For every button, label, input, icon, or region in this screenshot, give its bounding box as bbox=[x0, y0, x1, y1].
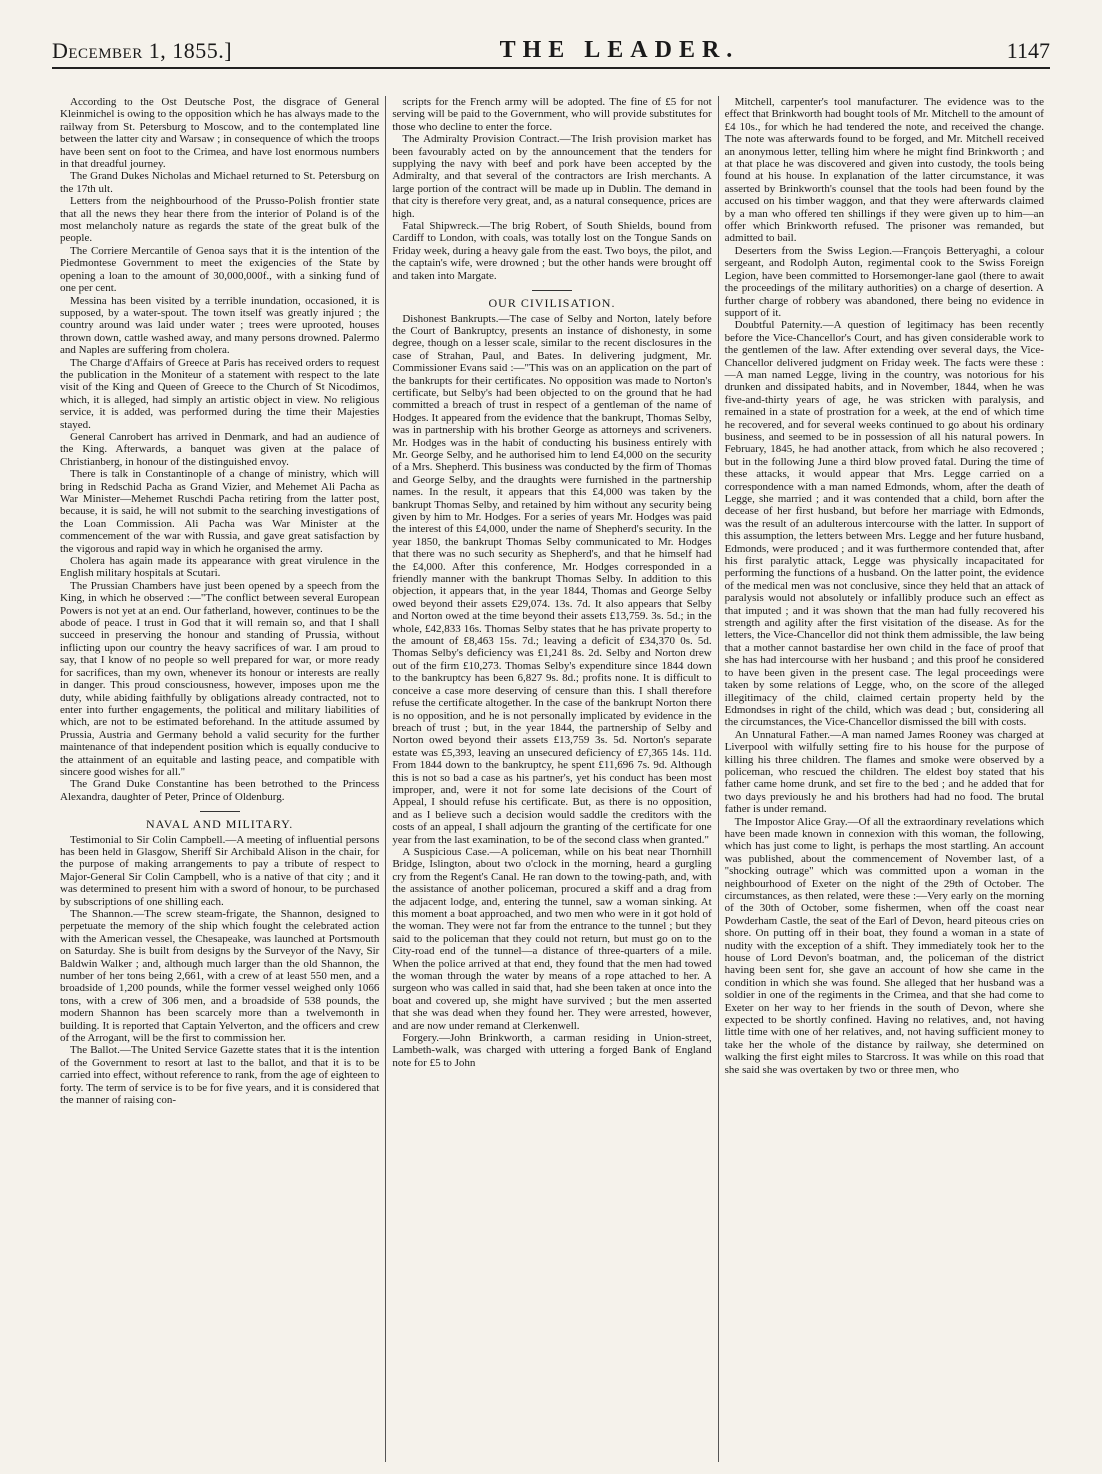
paragraph: The Ballot.—The United Service Gazette states that it is the intention of the Government to resort at last to the ballot, and that it is to be carried into effect, without reference to rank, from the age of eighteen to forty. The term of service is to be for five years, and it is considered that the manner of raising con- bbox=[60, 1044, 380, 1107]
paragraph: The Prussian Chambers have just been opened by a speech from the King, in which he observed :—"The conflict between several European Powers is not yet at an end. Our fatherland, however, continues to be the abode of peace. I trust in God that it will remain so, and that I shall succeed in preserving the honour and standing of Prussia, without inflicting upon our country the heavy sacrifices of war. I am proud to say, that I know of no people so well prepared for war, or more ready for sacrifices, than my own, whenever its honour or interests are really in danger. This proud consciousness, however, imposes upon me the duty, while abiding faithfully by obligations already contracted, not to enter into further engagements, the political and military liabilities of which, are not to be estimated beforehand. In the attitude assumed by Prussia, Austria and Germany behold a valid security for the further maintenance of that independent position which is equally conducive to the attainment of an equitable and lasting peace, and compatible with sincere good wishes for all." bbox=[60, 579, 380, 778]
paragraph: The Admiralty Provision Contract.—The Irish provision market has been favourably acted on by the announcement that the tenders for supplying the navy with beef and pork have been accepted by the Admiralty, and that several of the contractors are Irish merchants. A large portion of the contract will be made up in Dublin. The demand in that city is therefore very great, and, as a natural consequence, prices are high. bbox=[392, 133, 712, 220]
paragraph: Messina has been visited by a terrible inundation, occasioned, it is supposed, by a water-spout. The town itself was greatly injured ; the country around was laid under water ; trees were uprooted, houses thrown down, cattle washed away, and many persons drowned. Palermo and Naples are suffering from cholera. bbox=[60, 294, 380, 357]
page-header bbox=[52, 30, 1050, 69]
column-3 bbox=[718, 96, 1050, 1462]
paragraph: Cholera has again made its appearance with great virulence in the English military hospitals at Scutari. bbox=[60, 555, 380, 580]
paragraph: Mitchell, carpenter's tool manufacturer. The evidence was to the effect that Brinkworth had bought tools of Mr. Mitchell to the amount of £4 10s., for which he had tendered the note, and received the change. The note was afterwards found to be forged, and Mr. Mitchell received an anonymous letter, telling him where he might find Brinkworth ; and at that place he was discovered and given into custody, the tools being found at his house. In explanation of the latter circumstance, it was asserted by Brinkworth's counsel that the tools had been found by the accused on his timber waggon, and that they were afterwards claimed by a man who offered ten shillings if they were given up to him—an offer which Brinkworth refused. The prisoner was remanded, but admitted to bail. bbox=[724, 96, 1044, 245]
paragraph: An Unnatural Father.—A man named James Rooney was charged at Liverpool with wilfully setting fire to his house for the purpose of killing his three children. The flames and smoke were observed by a policeman, who rescued the children. The eldest boy stated that his father came home drunk, and set fire to the bed ; and he added that for two days previously he and his brothers had had no food. The brutal father is under remand. bbox=[724, 728, 1044, 816]
column-1 bbox=[54, 96, 385, 1462]
paragraph: The Impostor Alice Gray.—Of all the extraordinary revelations which have been made known in connexion with this woman, the following, which has just come to light, is perhaps the most startling. An account was published, about the commencement of November last, of a "shocking outrage" which was committed upon a woman in the neighbourhood of Exeter on the night of the 29th of October. The circumstances, as then related, were these :—Very early on the morning of the 30th of October, some fishermen, when off the coast near Powderham Castle, the seat of the Earl of Devon, heard piteous cries on shore. On putting off in their boat, they found a woman in a state of nudity with the exception of a shift. They immediately took her to the house of Lord Devon's boatman, and, the policeman of the district having been sent for, she gave an account of how she came in the condition in which she was found. She alleged that her husband was a soldier in one of the regiments in the Crimea, and that she had come to Exeter on her way to her friends in the south of Devon, where she expected to be shortly confined. Having no relatives, and, not having little time with one of her relatives, and, not having sufficient money to take her the whole of the distance by railway, she determined on walking the first eight miles to Starcross. It was while on this road that she said she was overtaken by two or three men, who bbox=[724, 815, 1044, 1076]
paragraph: Testimonial to Sir Colin Campbell.—A meeting of influential persons has been held in Glasgow, Sheriff Sir Archibald Alison in the chair, for the purpose of making arrangements to pay a tribute of respect to Major-General Sir Colin Campbell, who is a native of that city ; and it was determined to present him with a sword of honour, to be purchased by subscriptions of one shilling each. bbox=[60, 833, 380, 908]
column-2 bbox=[385, 96, 717, 1462]
paragraph: Doubtful Paternity.—A question of legitimacy has been recently before the Vice-Chancellor's Court, and has given considerable work to the gentlemen of the law. After extending over several days, the Vice-Chancellor delivered judgment on Friday week. The facts were these :—A man named Legge, living in the country, was notorious for his drunken and dissipated habits, and in November, 1844, when he was five-and-thirty years of age, he was stricken with paralysis, and remained in a state of prostration for a week, at the end of which time he recovered, and for several weeks continued to go about his ordinary business, and seemed to be in possession of all his natural powers. In February, 1845, he had another attack, from which he also recovered ; but in the following June a third blow proved fatal. During the time of these attacks, it would appear that Mrs. Legge carried on a correspondence with a man named Edmonds, whom, after the death of Legge, she married ; and it was contended that a child, born after the decease of her first husband, but before her marriage with Edmonds, was the result of an adulterous intercourse with the latter. In support of this assumption, the letters between Mrs. Legge and her future husband, Edmonds, were produced ; and it was furthermore contended that, after his first paralytic attack, Legge was physically incapacitated for performing the functions of a husband. On the latter point, the evidence of the medical men was not conclusive, since they held that an attack of paralysis would not absolutely or infallibly produce such an effect as that imputed ; and it was shown that the man had fully recovered his strength and agility after the first visitation of the disease. As for the letters, the Vice-Chancellor did not think them admissible, the law being that a mother cannot bastardise her own child in the face of proof that she has had intercourse with her husband ; and this proof he considered to have been given in the present case. The legal proceedings were taken by some relations of Legge, who, on the score of the alleged illegitimacy of the child, claimed certain property held by the Edmondses in right of the child, which was dead ; but, considering all the circumstances, the Vice-Chancellor dismissed the bill with costs. bbox=[724, 319, 1044, 729]
paragraph: A Suspicious Case.—A policeman, while on his beat near Thornhill Bridge, Islington, about two o'clock in the morning, heard a gurgling cry from the Regent's Canal. He ran down to the towing-path, and, with the assistance of another policeman, procured a skiff and a drag from the adjacent lodge, and, entering the tunnel, saw a woman sinking. At this moment a boat approached, and two men who were in it got hold of the woman. They were not far from the entrance to the tunnel ; but they said to the policeman that they could not return, but must go on to the City-road end of the tunnel—a distance of three-quarters of a mile. When the police arrived at that end, they found that the men had towed the woman through the water by means of a rope attached to her. A surgeon who was called in said that, had she been taken at once into the boat and covered up, she might have survived ; but the men asserted that she was dead when they found her. They were arrested, however, and are now under remand at Clerkenwell. bbox=[392, 845, 712, 1032]
paragraph: There is talk in Constantinople of a change of ministry, which will bring in Redschid Pacha as Grand Vizier, and Mehemet Ali Pacha as War Minister—Mehemet Ruschdi Pacha retiring from the latter post, because, it is said, he will not submit to the searching investigations of the Loan Commission. Ali Pacha was War Minister at the commencement of the war with Russia, and gave great satisfaction by the vigorous and rapid way in which he organised the army. bbox=[60, 468, 380, 555]
paragraph: Fatal Shipwreck.—The brig Robert, of South Shields, bound from Cardiff to London, with coals, was totally lost on the Tongue Sands on Friday week, during a heavy gale from the east. Two boys, the pilot, and the captain's wife, were drowned ; but the other hands were brought off and taken into Margate. bbox=[392, 220, 712, 282]
paragraph: The Grand Dukes Nicholas and Michael returned to St. Petersburg on the 17th ult. bbox=[60, 170, 380, 195]
page-number: 1147 bbox=[1006, 38, 1050, 63]
paragraph: The Shannon.—The screw steam-frigate, the Shannon, designed to perpetuate the memory of the ship which fought the celebrated action with the American vessel, the Chesapeake, was launched at Portsmouth on Saturday. She is built from designs by the Surveyor of the Navy, Sir Baldwin Walker ; and, although much larger than the old Shannon, the number of her tons being 2,661, with a crew of at least 550 men, and a broadside of 1,200 pounds, while the former vessel weighed only 1066 tons, with a crew of 306 men, and a broadside of 538 pounds, the modern Shannon has been scarcely more than a twelvemonth in building. It is reported that Captain Yelverton, and the officers and crew of the Arrogant, will be the first to commission her. bbox=[60, 908, 380, 1045]
paragraph: The Charge d'Affairs of Greece at Paris has received orders to request the publication in the Moniteur of a statement with respect to the late visit of the King and Queen of Greece to the Church of St Nicodimos, which, it is alleged, had simply an artistic object in view. No religious service, it is added, was performed during the time their Majesties stayed. bbox=[60, 356, 380, 431]
section-heading: OUR CIVILISATION. bbox=[392, 290, 711, 309]
paragraph: According to the Ost Deutsche Post, the disgrace of General Kleinmichel is owing to the opposition which he has always made to the railway from St. Petersburg to Moscow, and to the contemplated line between the latter city and Warsaw ; in consequence of which the troops have been sent on foot to the Crimea, and have lost enormous numbers in that dreadful journey. bbox=[60, 96, 380, 171]
paragraph: The Grand Duke Constantine has been betrothed to the Princess Alexandra, daughter of Peter, Prince of Oldenburg. bbox=[60, 778, 380, 803]
paragraph: Deserters from the Swiss Legion.—François Betteryaghi, a colour sergeant, and Rodolph Auton, regimental cook to the Swiss Foreign Legion, have been committed to Horsemonger-lane gaol (there to await the proceedings of the military authorities) on a charge of desertion. A further charge of robbery was abandoned, there being no evidence in support of it. bbox=[724, 244, 1044, 319]
paragraph: Dishonest Bankrupts.—The case of Selby and Norton, lately before the Court of Bankruptcy, presents an instance of dishonesty, in some degree, though on a lesser scale, similar to the recent disclosures in the case of Strahan, Paul, and Bates. In delivering judgment, Mr. Commissioner Evans said :—"This was on an application on the part of the bankrupts for their certificates. No opposition was made to Norton's certificate, but Selby's had been objected to on the ground that he had committed a breach of trust in respect of a gentleman of the name of Hodges. It appeared from the evidence that the bankrupt, Thomas Selby, was in partnership with his brother George as attorneys and scriveners. Mr. Hodges was in the habit of conducting his business entirely with Mr. George Selby, and he authorised him to lend £4,000 on the security of a Mrs. Shepherd. This business was conducted by the firm of Thomas and George Selby, and the draughts were furnished in the partnership names. In the result, it appears that this £4,000 was taken by the bankrupt Thomas Selby, and retained by him without any security being given by him to Mr. Hodges. For a series of years Mr. Hodges was paid the interest of this £4,000, under the name of Shepherd's security. In the year 1850, the bankrupt Thomas Selby communicated to Mr. Hodges that there was no such security as Shepherd's, and that he himself had the £4,000. After this conference, Mr. Hodges corresponded in a friendly manner with the bankrupt Thomas Selby. In addition to this objection, it appears that, in the year 1844, Thomas and George Selby owed beyond their assets £29,074. 13s. 7d. It also appears that Selby and Norton owed at the time beyond their assets £13,759. 3s. 5d.; in the whole, £42,833 16s. Thomas Selby states that he has private property to the amount of £8,463 15s. 7d.; leaving a deficit of £34,370 0s. 5d. Thomas Selby's deficiency was £1,241 8s. 2d. Selby and Norton drew out of the firm £10,273. Thomas Selby's expenditure since 1844 down to the bankruptcy has been 6,827 9s. 8d.; profits none. It is difficult to conceive a case more deserving of censure than this. I shall therefore refuse the certificate altogether. In the case of the bankrupt Norton there is no opposition, and he is not personally implicated by evidence in the breach of trust ; but, in the year 1844, the partnership of Selby and Norton owed beyond their assets £13,759 3s. 5d. Norton's separate estate was £5,393, leaving an unsecured deficiency of £7,365 14s. 11d. From 1844 down to the bankruptcy, he spent £11,696 7s. 9d. Although this is not so bad a case as his partner's, yet his conduct has been most improper, and, were it not for some late decisions of the Court of Appeal, I should refuse his certificate. But, as there is no opposition, and as I believe such a decision would saddle the creditors with the costs of an appeal, I shall adjourn the granting of the certificate for one year from the last examination, to be of the second class when granted." bbox=[392, 312, 712, 846]
paragraph: scripts for the French army will be adopted. The fine of £5 for not serving will be paid to the Government, who will provide substitutes for those who decline to enter the force. bbox=[392, 96, 712, 133]
text-columns bbox=[54, 96, 1050, 1462]
paragraph: General Canrobert has arrived in Denmark, and had an audience of the King. Afterwards, a banquet was given at the palace of Christianberg, in honour of the distinguished envoy. bbox=[60, 430, 380, 468]
newspaper-title: THE LEADER. bbox=[499, 37, 740, 63]
section-heading: NAVAL AND MILITARY. bbox=[60, 811, 379, 830]
paragraph: The Corriere Mercantile of Genoa says that it is the intention of the Piedmontese Government to meet the exigencies of the State by opening a loan to the amount of 30,000,000f., with a sinking fund of one per cent. bbox=[60, 244, 380, 295]
issue-date: December 1, 1855.] bbox=[52, 38, 233, 63]
paragraph: Forgery.—John Brinkworth, a carman residing in Union-street, Lambeth-walk, was charged with uttering a forged Bank of England note for £5 to John bbox=[392, 1032, 712, 1069]
paragraph: Letters from the neighbourhood of the Prusso-Polish frontier state that all the news they hear there from the interior of Poland is of the most melancholy nature as regards the state of the great bulk of the people. bbox=[60, 195, 380, 245]
